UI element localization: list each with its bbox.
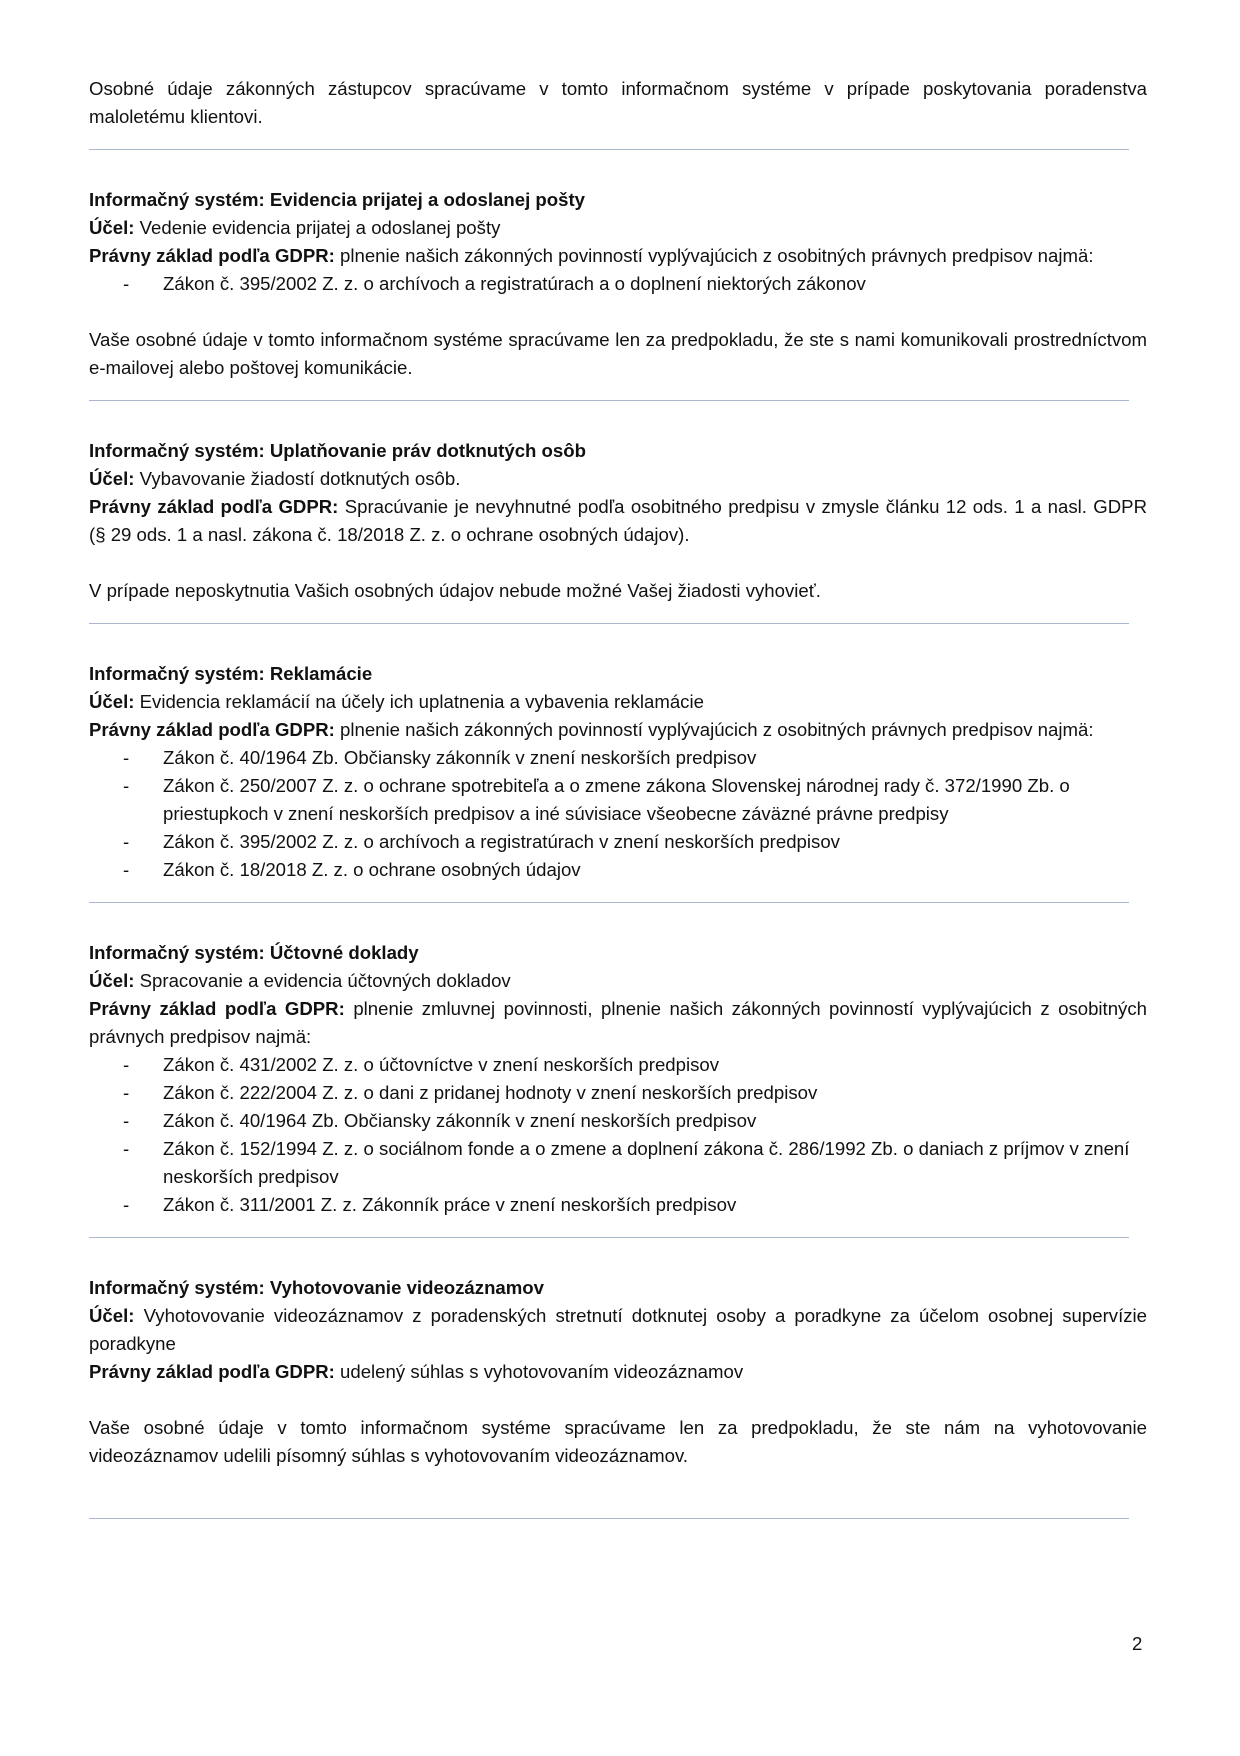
section-purpose: Účel: Vedenie evidencia prijatej a odoslanej pošty xyxy=(89,217,501,238)
section-note: Vaše osobné údaje v tomto informačnom systéme spracúvame len za predpokladu, že ste nám na vyhotovovanie videozáznamov udelili písomný súhlas s vyhotovovaním videozáznamov. xyxy=(89,1417,1147,1466)
section-evidencia-posty xyxy=(89,150,1147,400)
section-legal-basis: Právny základ podľa GDPR: plnenie zmluvnej povinnosti, plnenie našich zákonných povinností vyplývajúcich z osobitných právnych predpisov najmä: xyxy=(89,998,1147,1047)
section-uctovne-doklady xyxy=(89,903,1147,1237)
section-uplatnovanie-prav xyxy=(89,401,1147,623)
section-divider xyxy=(89,1518,1129,1519)
section-note: Vaše osobné údaje v tomto informačnom systéme spracúvame len za predpokladu, že ste s nami komunikovali prostredníctvom e-mailovej alebo poštovej komunikácie. xyxy=(89,329,1147,378)
section-legal-basis: Právny základ podľa GDPR: Spracúvanie je nevyhnutné podľa osobitného predpisu v zmysle článku 12 ods. 1 a nasl. GDPR (§ 29 ods. 1 a nasl. zákona č. 18/2018 Z. z. o ochrane osobných údajov). xyxy=(89,496,1147,545)
law-list xyxy=(89,744,1147,884)
section-purpose: Účel: Evidencia reklamácií na účely ich uplatnenia a vybavenia reklamácie xyxy=(89,691,704,712)
law-list xyxy=(89,1051,1147,1219)
section-videozaznamy xyxy=(89,1238,1147,1518)
list-item: - Zákon č. 250/2007 Z. z. o ochrane spotrebiteľa a o zmene zákona Slovenskej národnej rady č. 372/1990 Zb. o priestupkoch v znení neskorších predpisov a iné súvisiace všeobecne záväzné právne predpisy xyxy=(163,772,1147,828)
section-purpose: Účel: Vyhotovovanie videozáznamov z poradenských stretnutí dotknutej osoby a poradkyne za účelom osobnej supervízie poradkyne xyxy=(89,1305,1147,1354)
page-content xyxy=(89,75,1147,1519)
law-list xyxy=(89,270,1147,298)
section-title: Informačný systém: Vyhotovovanie videozáznamov xyxy=(89,1277,545,1298)
list-item: - Zákon č. 222/2004 Z. z. o dani z pridanej hodnoty v znení neskorších predpisov xyxy=(163,1079,1147,1107)
list-item: - Zákon č. 311/2001 Z. z. Zákonník práce v znení neskorších predpisov xyxy=(163,1191,1147,1219)
section-purpose: Účel: Vybavovanie žiadostí dotknutých osôb. xyxy=(89,468,461,489)
section-title: Informačný systém: Reklamácie xyxy=(89,663,373,684)
list-item: - Zákon č. 395/2002 Z. z. o archívoch a registratúrach v znení neskorších predpisov xyxy=(163,828,1147,856)
list-item: - Zákon č. 40/1964 Zb. Občiansky zákonník v znení neskorších predpisov xyxy=(163,744,1147,772)
section-title: Informačný systém: Evidencia prijatej a odoslanej pošty xyxy=(89,189,586,210)
section-reklamacie xyxy=(89,624,1147,902)
list-item: - Zákon č. 431/2002 Z. z. o účtovníctve v znení neskorších predpisov xyxy=(163,1051,1147,1079)
section-legal-basis: Právny základ podľa GDPR: udelený súhlas s vyhotovovaním videozáznamov xyxy=(89,1361,744,1382)
list-item: - Zákon č. 395/2002 Z. z. o archívoch a registratúrach a o doplnení niektorých zákonov xyxy=(163,270,1147,298)
list-item: - Zákon č. 18/2018 Z. z. o ochrane osobných údajov xyxy=(163,856,1147,884)
section-legal-basis: Právny základ podľa GDPR: plnenie našich zákonných povinností vyplývajúcich z osobitných právnych predpisov najmä: xyxy=(89,245,1094,266)
section-purpose: Účel: Spracovanie a evidencia účtovných dokladov xyxy=(89,970,511,991)
section-title: Informačný systém: Účtovné doklady xyxy=(89,942,419,963)
page-number: 2 xyxy=(1132,1633,1143,1654)
section-note: V prípade neposkytnutia Vašich osobných údajov nebude možné Vašej žiadosti vyhovieť. xyxy=(89,580,821,601)
section-title: Informačný systém: Uplatňovanie práv dotknutých osôb xyxy=(89,440,586,461)
intro-paragraph: Osobné údaje zákonných zástupcov spracúvame v tomto informačnom systéme v prípade poskytovania poradenstva maloletému klientovi. xyxy=(89,78,1147,127)
list-item: - Zákon č. 40/1964 Zb. Občiansky zákonník v znení neskorších predpisov xyxy=(163,1107,1147,1135)
list-item: - Zákon č. 152/1994 Z. z. o sociálnom fonde a o zmene a doplnení zákona č. 286/1992 Zb. o daniach z príjmov v znení neskorších predpisov xyxy=(163,1135,1147,1191)
section-legal-basis: Právny základ podľa GDPR: plnenie našich zákonných povinností vyplývajúcich z osobitných právnych predpisov najmä: xyxy=(89,719,1094,740)
